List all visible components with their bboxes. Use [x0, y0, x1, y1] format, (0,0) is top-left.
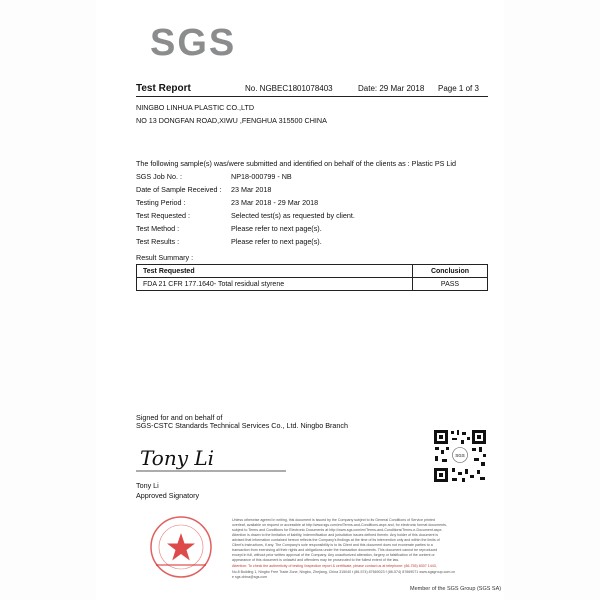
field-label: Test Method : [136, 224, 180, 233]
field-value: Please refer to next page(s). [231, 224, 322, 233]
field-label: Test Requested : [136, 211, 190, 220]
report-date: Date: 29 Mar 2018 [358, 84, 425, 93]
terms-text-line: transaction from exercising all their rights and obligations under the transaction documents. This document cannot be reproduced [232, 548, 438, 552]
qr-code-icon [432, 428, 488, 484]
report-title: Test Report [136, 83, 191, 94]
page-number: Page 1 of 3 [438, 84, 479, 93]
qr-center-label: SGS [455, 453, 465, 458]
terms-text-line: overleaf, available on request or accessible at http://www.sgs.com/en/Terms-and-Conditions.aspx and, for electronic format documents, [232, 523, 447, 527]
sgs-logo: SGS [150, 22, 237, 64]
result-summary-title: Result Summary : [136, 253, 194, 262]
terms-text-line: Attention is drawn to the limitation of liability, indemnification and jurisdiction issues defined therein. Any holder of this document is [232, 533, 439, 537]
terms-text-line: subject to Terms and Conditions for Electronic Documents at http://www.sgs.com/en/Terms-and-Conditions/Terms-e-Document.aspx. [232, 528, 443, 532]
field-value: NP18-000799 - NB [231, 172, 292, 181]
result-summary-table [136, 264, 488, 291]
conclusion-cell: PASS [413, 278, 488, 291]
field-label: Test Results : [136, 237, 180, 246]
terms-text-line: Attention: To check the authenticity of testing /inspection report & certificate, please contact us at telephone: (86-755) 8307 1443, [232, 564, 437, 568]
client-name: NINGBO LINHUA PLASTIC CO.,LTD [136, 103, 255, 112]
intro-text: The following sample(s) was/were submitted and identified on behalf of the clients as : Plastic PS Lid [136, 159, 457, 168]
signatory-role: Approved Signatory [136, 491, 200, 500]
field-value: 23 Mar 2018 - 29 Mar 2018 [231, 198, 319, 207]
field-label: SGS Job No. : [136, 172, 182, 181]
address-text-line: No.8 Building 1, Ningbo Free Trade Zone, Ningbo, Zhejiang, China 315040 t (86-574) 87669023 f (86-574) 87669071 www.sgsgroup.com.cn [232, 570, 456, 574]
terms-text-line: Client's instructions, if any. The Company's sole responsibility is to its Client and this document does not exonerate parties to a [232, 543, 433, 547]
client-address: NO 13 DONGFAN ROAD,XIWU ,FENGHUA 315500 CHINA [136, 116, 327, 125]
signed-line-2: SGS-CSTC Standards Technical Services Co., Ltd. Ningbo Branch [136, 421, 348, 430]
col-conclusion: Conclusion [413, 265, 488, 278]
official-seal-icon [148, 514, 214, 580]
test-name-cell: FDA 21 CFR 177.1640- Total residual styrene [137, 278, 413, 291]
header-rule [136, 96, 488, 97]
footer-member: Member of the SGS Group (SGS SA) [410, 586, 502, 592]
field-value: 23 Mar 2018 [231, 185, 272, 194]
table-row [137, 278, 488, 291]
field-label: Testing Period : [136, 198, 186, 207]
terms-text-line: advised that information contained hereon reflects the Company's findings at the time of its intervention only and within the limits of [232, 538, 440, 542]
field-value: Please refer to next page(s). [231, 237, 322, 246]
terms-text-line: except in full, without prior written approval of the Company. Any unauthorized alteration, forgery or falsification of the content or [232, 553, 435, 557]
address-text-line: e sgs.china@sgs.com [232, 575, 268, 579]
terms-text-line: Unless otherwise agreed in writing, this document is issued by the Company subject to its General Conditions of Service printed [232, 518, 435, 522]
terms-text-line: appearance of this document is unlawful and offenders may be prosecuted to the fullest extent of the law. [232, 558, 399, 562]
col-test-requested: Test Requested [137, 265, 413, 278]
signed-line-1: Signed for and on behalf of [136, 413, 223, 422]
handwritten-signature: Tony Li [140, 446, 215, 470]
report-number: No. NGBEC1801078403 [245, 84, 333, 93]
signatory-name: Tony Li [136, 481, 159, 490]
field-label: Date of Sample Received : [136, 185, 222, 194]
field-value: Selected test(s) as requested by client. [231, 211, 355, 220]
signature-line [136, 470, 286, 473]
